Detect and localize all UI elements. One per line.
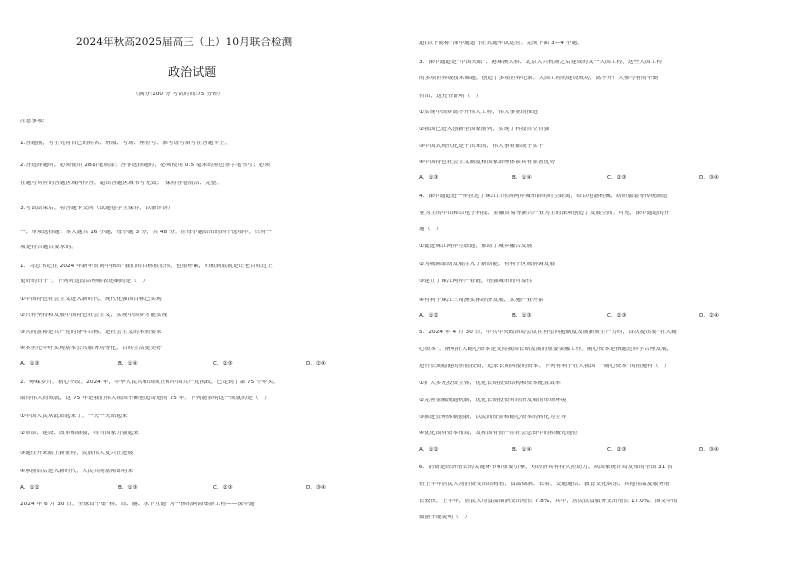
section-heading-a: 一、单项选择题：本大题共 16 小题，每小题 3 分，共 48 分。在每小题给出的四个选项中，只有一 (20, 230, 272, 235)
exam-meta: （满分:100 分 考试时间:75 分钟） (133, 92, 224, 97)
question-2-choice-a: A．①② (20, 485, 40, 491)
question-2-item-2: ②革命、建设、改革相继接，终当国家力强起来 (20, 431, 139, 436)
question-3-line-3: 付出，这充分证明（ ） (419, 94, 482, 99)
notice-2b: 在题号对应的答题区域内作答，超出答题区域书写无效； 保持答卷清洁、完整。 (20, 181, 223, 186)
question-2-choice-b: B．①③ (118, 485, 138, 491)
question-1-item-4: ④本世纪中叶实现基本公共服务均等化，百姓生活更美好 (20, 346, 162, 351)
question-3-choice-c: C．②③ (607, 175, 627, 181)
question-3-choice-b: B．①④ (512, 175, 532, 181)
question-4-line-2: 业为主的中山和以电子科技、金融贸易等新兴产业为主的深圳创造了发展空间。可见，深中通道的开 (419, 211, 670, 216)
question-6-line-2: 份上半年居民人均消费支出结构看，食品烟酒、衣着、交通通信、教育文化娱乐、其他用品及服务增 (419, 482, 670, 487)
question-3-intro: 2024 年 6 月 30 日，全球首个集“桥、岛、隧、水下互通”为一体的跨海集群工程——深中通 (20, 502, 255, 507)
question-4-item-4: ④有利于珠江三角洲实体经济发展，实施产业升系 (419, 298, 544, 303)
question-5-item-2: ②完善金融流通机制，优化长期投资对经济发展的市场环境 (419, 398, 567, 403)
question-5-item-1: ①扩大多元投资主体，优化长期投资结构和资本配置效率 (419, 381, 561, 386)
question-3-intro-cont: 道(以下简称“深中通道”)正式通车试运营。完成下面 3—4 小题。 (419, 41, 583, 46)
notice-2a: 2.答选择题时，必须使用 2B铅笔填涂；答非选择题时，必须使用 0.5 毫米的黑色签字笔书写；必须 (20, 163, 271, 168)
question-1-line-1: 1．习总书记在 2024 年新年贺词中指出“我们的目标很宏伟，也很朴素，归根到底就是让老百姓过上 (20, 264, 273, 269)
question-3-line-1: 3．深中通道是“中国天眼”、港珠澳大桥、北京大兴机场之后建成的又一大国工程，这些大国工程 (419, 60, 663, 65)
question-1-line-2: 更好的日子”。下列对这段话理解表述确的是（ ） (20, 279, 149, 284)
question-1-choice-a: A．①③ (20, 361, 40, 367)
question-3-line-2: 的多项世界级技术难题，创造了多项世界纪录。大国工程的建设成功，离不开广大参与者的辛勤 (419, 76, 659, 81)
question-5-choice-d: D．③④ (699, 447, 719, 453)
question-3-choice-a: A．①③ (419, 175, 439, 181)
question-1-item-3: ③共同富裕是共产党的奋斗目标，是社会主义的本质要求 (20, 330, 162, 335)
question-4-choice-c: C．②③ (607, 313, 627, 319)
question-2-line-1: 2．峥嵘岁月，初心不改。2024 年，中华人民共和国成立和中国共产党执政，已走到了第 75 个年头。 (20, 380, 279, 385)
question-2-item-4: ④承前启后进入新时代，人民共同富裕即将来 (20, 469, 134, 474)
question-1-choice-c: C．②③ (213, 361, 233, 367)
question-4-item-3: ③建立了珠江两岸产业链，增强城市间可靠性 (419, 279, 533, 284)
question-3-item-1: ①实现中国梦离不开伟大工程，伟大事业的推进 (419, 110, 538, 115)
question-1-choice-d: D．②④ (306, 361, 326, 367)
question-4-choice-b: B．①③ (512, 313, 532, 319)
question-4-line-3: 通（ ） (419, 227, 442, 232)
question-4-item-2: ②为城际联动发展注入了新动能，有利于区域协调发展 (419, 262, 556, 267)
question-1-choice-b: B．①④ (118, 361, 138, 367)
question-6-line-4: 数据不能说明（ ） (419, 515, 471, 520)
question-2-choice-c: C．②③ (213, 485, 233, 491)
question-5-choice-b: B．①④ (512, 447, 532, 453)
question-1-item-1: ①中国特色社会主义进入新时代，现代化强国目标已实现 (20, 297, 162, 302)
notice-3: 3.考试结束后，将答题卡交回（试题卷学生保存，以备评讲） (20, 206, 174, 211)
question-5-item-4: ④优化国有资本布局，发挥国有资产在社会总资中的积极先地位 (419, 431, 578, 436)
question-4-choice-d: D．②④ (699, 313, 719, 319)
question-3-item-2: ②我国已进入创新型国家前列，实现了科技自立自强 (419, 127, 550, 132)
question-4-choice-a: A．①② (419, 313, 439, 319)
question-5-choice-a: A．①② (419, 447, 439, 453)
question-2-item-3: ③通往开来踏上新征程，民族伟大复兴正进展 (20, 451, 134, 456)
question-1-item-2: ②只有坚持和发展中国特色社会主义，实现中国梦才能实现 (20, 313, 168, 318)
question-5-line-1: 5．2024 年 4 月 30 日，中共中央政治局会议在有望回抱制度发展新质生产力时，首次提出要“壮大耐 (419, 330, 678, 335)
exam-subtitle: 政治试题 (168, 66, 217, 78)
section-heading-b: 项是符合题目要求的。 (20, 245, 77, 250)
question-6-line-1: 6．消费是经济增长的关键环节和重要引擎，对经济具有持久拉动力。从国家统计局发布的全国 31 省 (419, 465, 673, 470)
question-6-line-3: 长较快。上半年，居民人均食品烟酒支出增长 7.8%，其中，居民饮食服务支出增长 17.0%。图文中的 (419, 499, 678, 504)
question-5-item-3: ③推进管理体制创新，以民间资金和耐心资本的转化为主导 (419, 415, 567, 420)
question-2-choice-d: D．③④ (306, 485, 326, 491)
notice-heading: 注意事项: (20, 119, 45, 124)
question-5-line-3: 进行长期稳健的价值投资，追求长期回报的资本。下列有利于壮大我国 “耐心资本”的措施有（ ） (419, 364, 670, 369)
exam-title: 2024年秋高2025届高三（上）10月联合检测 (76, 37, 293, 48)
question-2-line-2: 取得伟大的成就，这 75 年是我们伟大祖国不断创造奇迹的 75 年。下列能表明这一成就的是（ ） (20, 396, 270, 401)
notice-1: 1.答题前，考生先将自己的姓名、班级、考场、座位号、准考证号填写在答题卡上。 (20, 141, 231, 146)
question-5-choice-c: C．②③ (607, 447, 627, 453)
question-5-line-2: 心资本”，指明壮大耐心资本是支持我国长期发展的重要金融工作。耐心资本是指通过科学合理发展， (419, 347, 673, 352)
question-3-item-4: ④中国特色社会主义制度和国家治理体系具有显著优势 (419, 160, 556, 165)
question-3-item-3: ③中国式现代化是干出来的，伟大事业都成于实干 (419, 144, 544, 149)
question-4-item-1: ①促进珠江两岸互联通，推动了城乡融合发展 (419, 244, 533, 249)
question-3-choice-d: D．③④ (699, 175, 719, 181)
question-4-line-1: 4．深中通道进一步拉近了珠江口东西两岸城市群的时空距离，给以电器机械、纺织服装等传统制造 (419, 194, 668, 199)
question-2-item-1: ①中国人民从此站起来了，一天一天站起来 (20, 414, 128, 419)
